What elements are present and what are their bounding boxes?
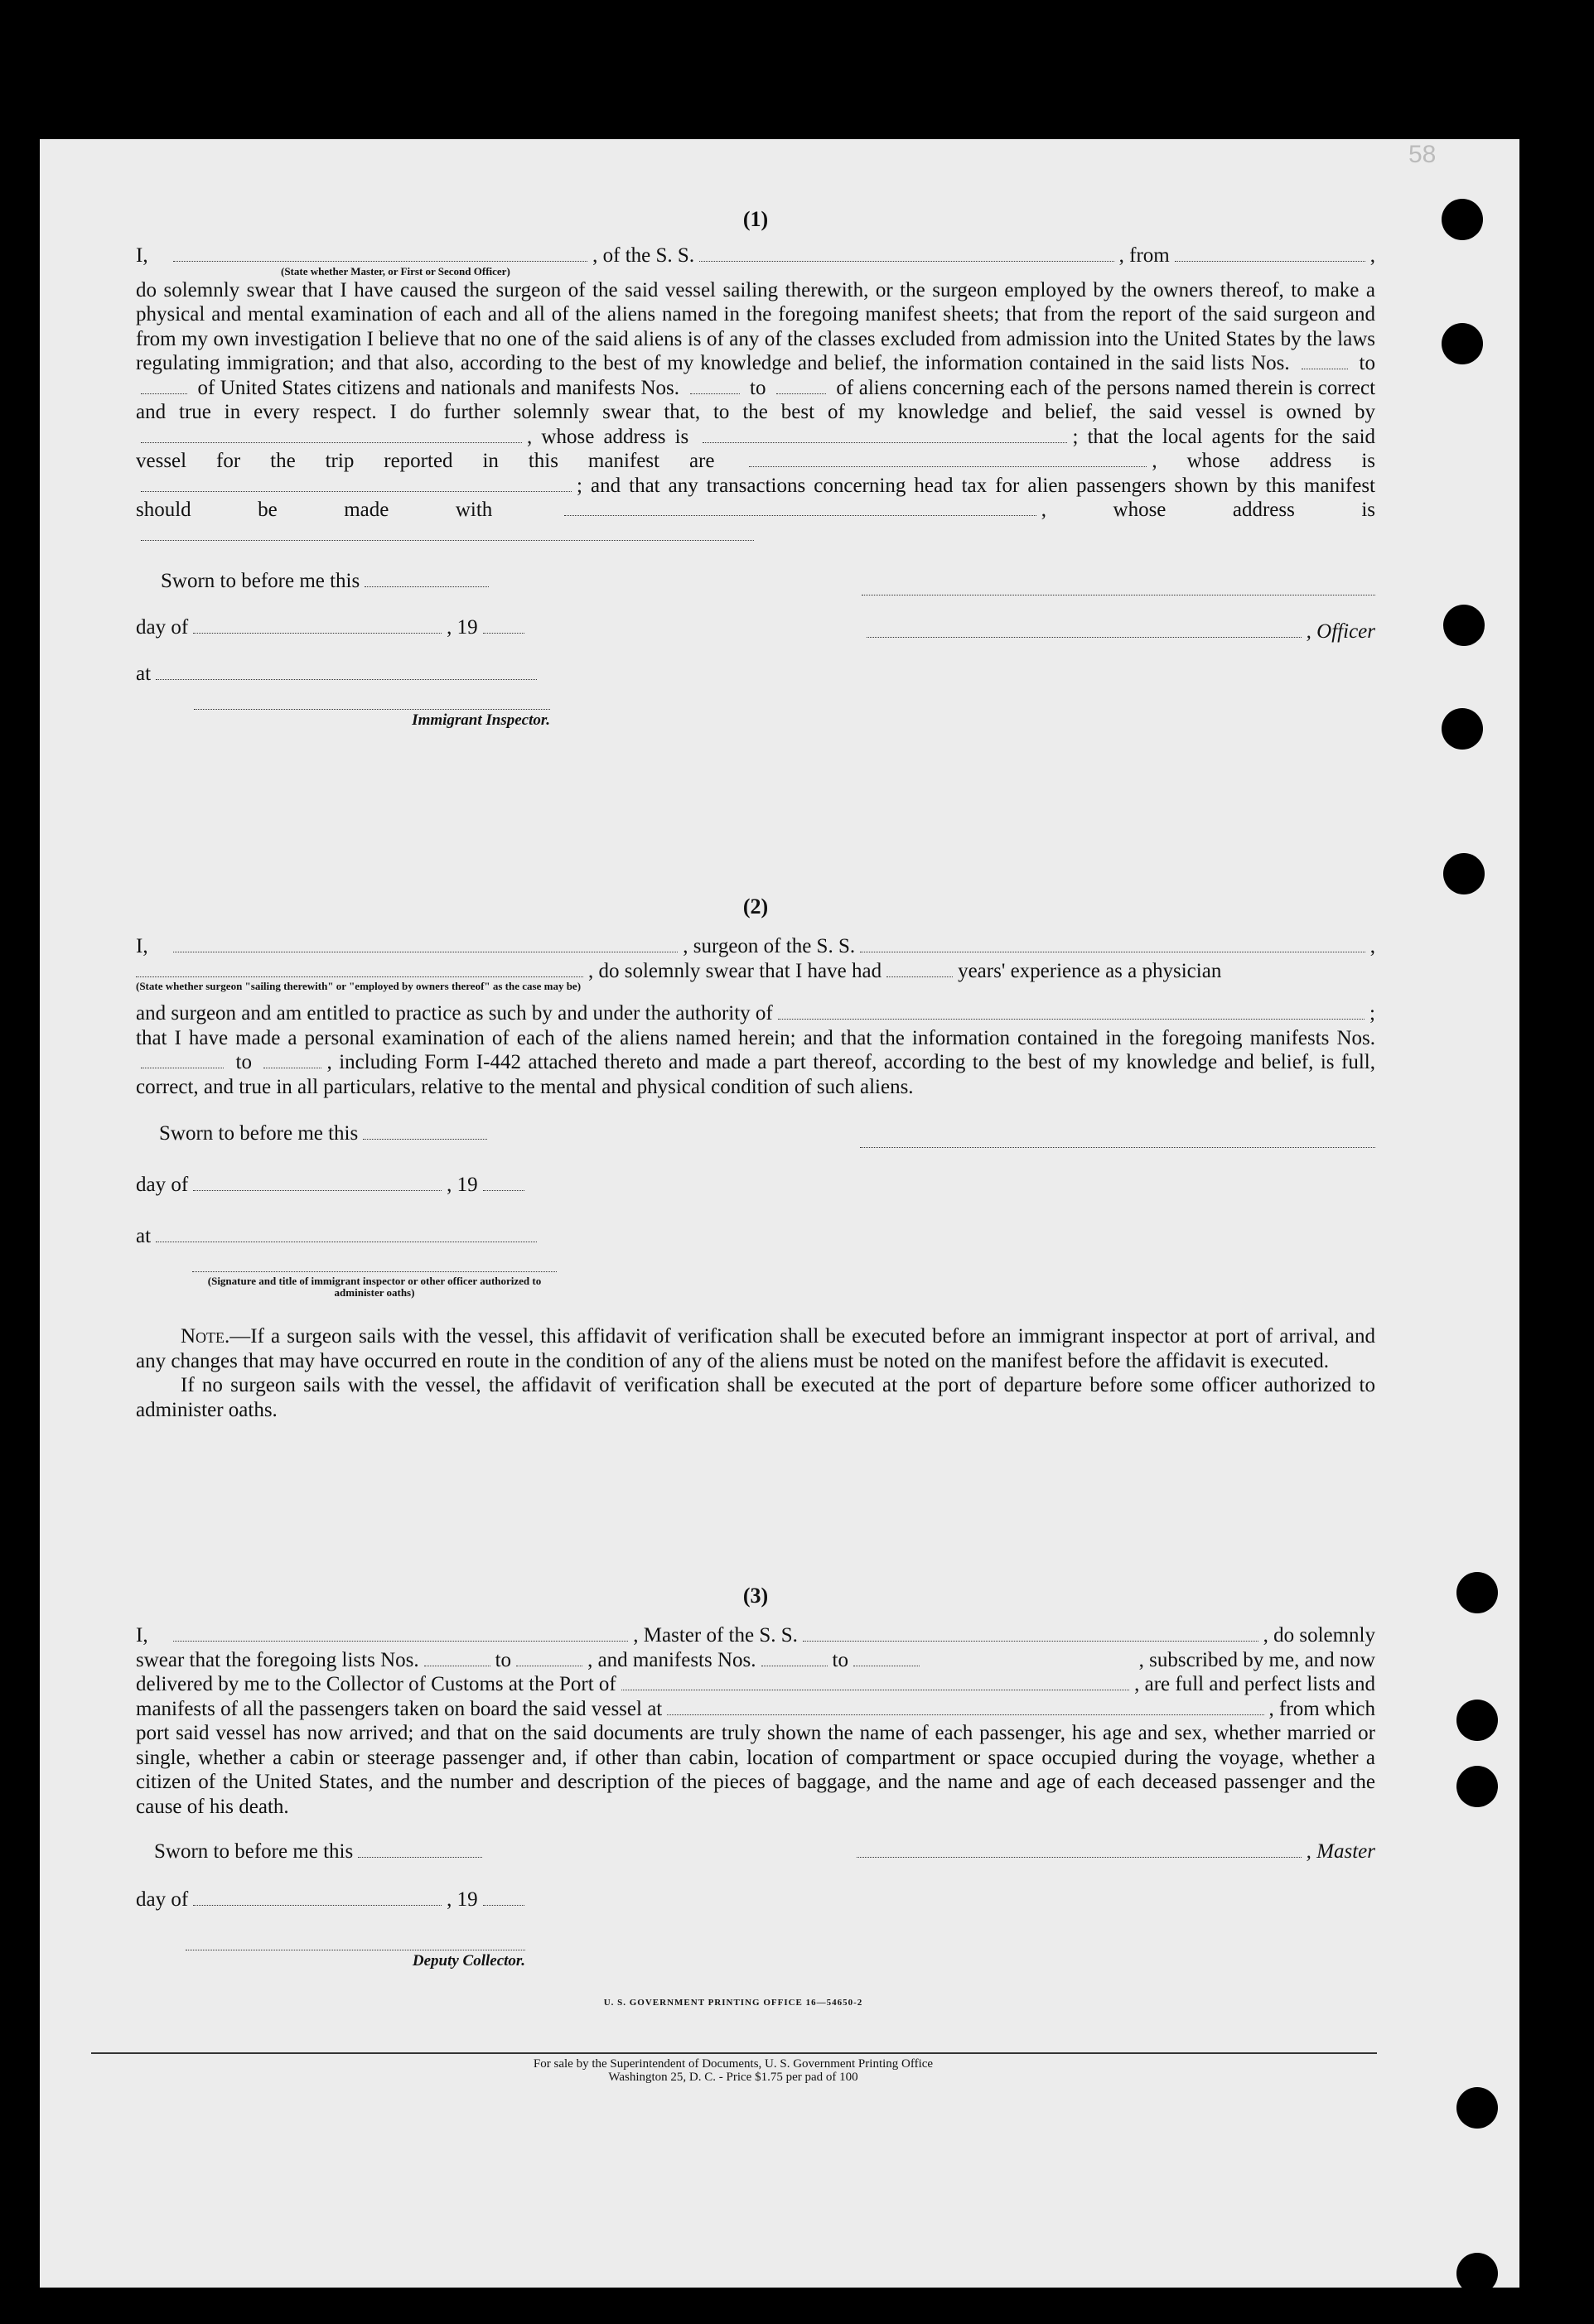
manifest-to-field[interactable] [853,1651,920,1666]
punch-hole [1456,1572,1498,1613]
authority-line: and surgeon and am entitled to practice as such by and under the authority of ; [136,1002,1375,1025]
section-2: (2) I, , surgeon of the S. S. , , do solemnly swear that I have had years' experience as a physician (State whether surgeon "sailing therewith" or "employed by owners thereof" as the case may be) and surgeon and am entitled to practice as such by and under the authority of ; that I have made a personal examination of each of the aliens named herein; and that the information contained in the foregoing manifests Nos. to , including Form I-442 attached thereto and made a part thereof, according to the best of my knowledge and belief, is full, correct, and true in all particulars, relative to the mental and physical condition of such aliens. Sworn to before me this day of , 19 at (Signature and title of immigrant inspector or other officer authorized to administer oaths) Note.—If a surgeon sails with the vessel, this affidavit of verification shall be executed before an immigrant inspector at port of arrival, and any changes that may have occurred en route in the condition of any of the aliens must be noted on the manifest before the affidavit is executed. If no surgeon sails with the vessel, the affidavit of verification shall be executed at the port of departure before some officer authorized to administer oaths. [136,894,1376,1421]
owner-address-field[interactable] [703,427,1067,443]
surgeon-name-field[interactable] [173,937,679,952]
master-line: I, , Master of the S. S. , do solemnly [136,1624,1376,1647]
head-tax-address-field[interactable] [141,525,754,541]
day-of-field[interactable] [193,1890,442,1906]
year-field[interactable] [483,1175,524,1191]
section-1-body: do solemnly swear that I have caused the surgeon of the said vessel sailing therewith, or the surgeon employed by the owners thereof, to make a physical and mental examination of each and all of the aliens named in the foregoing manifest sheets; that from the report of the said surgeon and from my own investigation I believe that no one of the said aliens is of any of the classes excluded from admission into the United States by the laws regulating immigration; and that also, according to the best of my knowledge and belief, the information contained in the said lists Nos. to of United States citizens and nationals and manifests Nos. to of aliens concerning each of the persons named therein is correct and true in every respect. I do further solemnly swear that, to the best of my knowledge and belief, the said vessel is owned by , whose address is ; that the local agents for the said vessel for the trip reported in this manifest are , whose address is ; and that any transactions concerning head tax for alien passengers shown by this manifest should be made with , whose address is [136,278,1375,547]
section-3-body: port said vessel has now arrived; and that on the said documents are truly shown the name of each passenger, his age and sex, whether married or single, whether a cabin or steerage passenger and, if other than cabin, location of compartment or space occupied during the voyage, whether a citizen of the United States, and the number and description of the pieces of baggage, and the name and age of each deceased passenger and the cause of his death. [136,1722,1375,1818]
manifest-from-field[interactable] [141,1053,224,1068]
departure-port-field[interactable] [667,1700,1263,1715]
list-to-field[interactable] [141,378,187,394]
master-signature-field[interactable] [857,1842,1302,1858]
port-line: delivered by me to the Collector of Customs at the Port of , are full and perfect lists and [136,1673,1375,1695]
port-of-field[interactable] [621,1675,1129,1690]
manifest-to-field[interactable] [263,1053,321,1068]
sale-notice: For sale by the Superintendent of Documents, U. S. Government Printing Office Washington 25, D. C. - Price $1.75 per pad of 100 [533,2057,934,2084]
ship-name-field[interactable] [699,246,1114,262]
punch-hole [1456,1700,1498,1741]
list-to-field[interactable] [516,1651,582,1666]
officer-line: I, , of the S. S. , from , [136,244,1375,267]
sworn-date-field[interactable] [363,1124,487,1140]
inspector-signature-caption[interactable]: (Signature and title of immigrant inspector or other officer authorized to administer oaths) [192,1271,557,1299]
surgeon-signature-field[interactable] [860,1131,1375,1148]
sworn-date-field[interactable] [365,571,489,587]
punch-hole [1443,853,1485,894]
surgeon-status-field[interactable] [136,962,583,977]
at-field[interactable] [156,1227,537,1242]
section-number: (3) [742,1584,769,1608]
footer-rule [91,2052,1377,2054]
from-port-field[interactable] [1175,246,1365,262]
at-field[interactable] [156,664,537,680]
manifest-from-field[interactable] [690,378,740,394]
note-paragraph-2: If no surgeon sails with the vessel, the affidavit of verification shall be executed at the port of departure before some officer authorized to administer oaths. [136,1374,1375,1421]
punch-hole [1442,708,1483,750]
list-from-field[interactable] [424,1651,490,1666]
master-name-field[interactable] [173,1626,629,1642]
punch-hole [1442,199,1483,240]
year-field[interactable] [483,1890,524,1906]
owner-field[interactable] [141,427,522,443]
surgeon-line: I, , surgeon of the S. S. , [136,935,1376,957]
list-from-field[interactable] [1302,354,1348,369]
officer-caption: (State whether Master, or First or Second Officer) [281,264,510,277]
ship-name-field[interactable] [860,937,1365,952]
experience-line: , do solemnly swear that I have had years' experience as a physician [136,959,1375,984]
corner-mark: 58 [1408,141,1437,168]
section-3: (3) I, , Master of the S. S. , do solemnly swear that the foregoing lists Nos. to , and manifests Nos. to , subscribed by me, and now delivered by me to the Collector of Customs at the Port of , are full and perfect lists and manifests of all the passengers taken on board the said vessel at , from which port said vessel has now arrived; and that on the said documents are truly shown the name of each passenger, his age and sex, whether married or single, whether a cabin or steerage passenger and, if other than cabin, location of compartment or space occupied during the voyage, whether a citizen of the United States, and the number and description of the pieces of baggage, and the name and age of each deceased passenger and the cause of his death. Sworn to before me this day of , 19 Deputy Collector. , Master [136,1584,1376,1970]
immigrant-inspector-signature[interactable]: Immigrant Inspector. [194,709,550,730]
gpo-imprint: U. S. GOVERNMENT PRINTING OFFICE 16—54650-2 [603,1998,863,2008]
officer-signature-line-top[interactable] [862,578,1375,595]
head-tax-agent-field[interactable] [564,500,1036,516]
year-field[interactable] [483,618,524,634]
years-field[interactable] [886,962,953,977]
note-paragraph: Note.—If a surgeon sails with the vessel, this affidavit of verification shall be executed before an immigrant inspector at port of arrival, and any changes that may have occurred en route in the condition of any of the aliens must be noted on the manifest before the affidavit is executed. [136,1325,1375,1372]
ship-name-field[interactable] [803,1626,1258,1642]
manifest-from-field[interactable] [761,1651,828,1666]
manifest-to-field[interactable] [776,378,826,394]
section-2-body: that I have made a personal examination of each of the aliens named herein; and that the information contained in the foregoing manifests Nos. to , including Form I-442 attached thereto and made a part thereof, according to the best of my knowledge and belief, is full, correct, and true in all particulars, relative to the mental and physical condition of such aliens. [136,1026,1376,1098]
punch-hole [1456,1766,1498,1807]
sworn-date-field[interactable] [358,1842,482,1858]
day-of-field[interactable] [193,618,442,634]
punch-hole [1443,605,1485,646]
section-number: (1) [742,207,769,231]
agents-address-field[interactable] [141,476,572,492]
punch-hole [1442,323,1483,364]
section-1: (1) I, , of the S. S. , from , (State whether Master, or First or Second Officer) do solemnly swear that I have caused the surgeon of the said vessel sailing therewith, or the surgeon employed by the owners thereof, to make a physical and mental examination of each and all of the aliens named in the foregoing manifest sheets; that from the report of the said surgeon and from my own investigation I believe that no one of the said aliens is of any of the classes excluded from admission into the United States by the laws regulating immigration; and that also, according to the best of my knowledge and belief, the information contained in the said lists Nos. to of United States citizens and nationals and manifests Nos. to of aliens concerning each of the persons named therein is correct and true in every respect. I do further solemnly swear that, to the best of my knowledge and belief, the said vessel is owned by , whose address is ; that the local agents for the said vessel for the trip reported in this manifest are , whose address is ; and that any transactions concerning head tax for alien passengers shown by this manifest should be made with , whose address is Sworn to before me this day of , 19 at Immigrant Inspector. , Officer [136,207,1376,729]
punch-hole [1456,2087,1498,2129]
officer-name-field[interactable] [173,246,588,262]
officer-signature-field[interactable] [867,622,1302,638]
departure-line: manifests of all the passengers taken on board the said vessel at , from which [136,1697,1375,1720]
surgeon-caption: (State whether surgeon "sailing therewith" or "employed by owners thereof" as the case may be) [136,980,582,992]
punch-hole [1456,2253,1498,2294]
authority-field[interactable] [778,1004,1365,1020]
day-of-field[interactable] [193,1175,442,1191]
agents-field[interactable] [749,451,1147,467]
section-number: (2) [742,894,769,919]
lists-line: swear that the foregoing lists Nos. to , and manifests Nos. to , subscribed by me, and now [136,1648,1375,1671]
deputy-collector-signature[interactable]: Deputy Collector. [186,1950,525,1970]
